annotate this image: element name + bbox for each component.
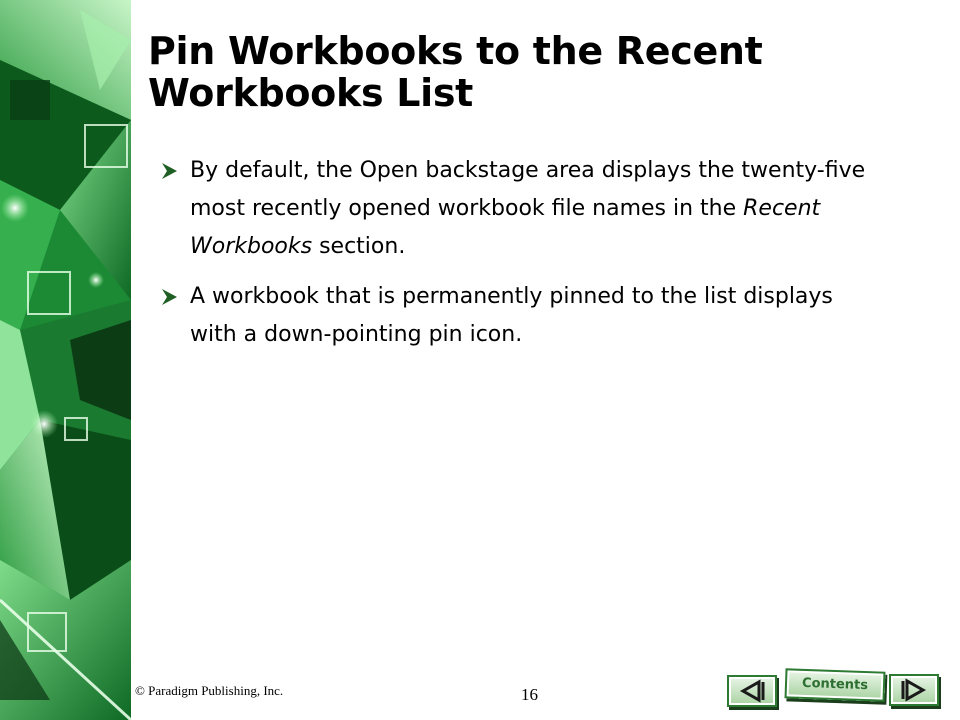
next-slide-button[interactable] <box>889 674 939 706</box>
bullet-text: A workbook that is permanently pinned to the list displays with a down-pointing pin icon. <box>190 284 833 347</box>
title-line-2: Workbooks List <box>148 71 474 115</box>
bullet-item <box>158 278 878 354</box>
arrowhead-bullet-icon <box>160 288 178 306</box>
bullet-item <box>158 152 878 266</box>
bullet-italic-text: Recent Workbooks <box>190 196 821 259</box>
bullet-list <box>158 152 878 366</box>
title-line-1: Pin Workbooks to the Recent <box>148 29 763 73</box>
page-number: 16 <box>521 685 538 704</box>
page-title <box>148 30 928 114</box>
bullet-text: By default, the Open backstage area displays the twenty-five most recently opened workbook file names in the <box>190 158 866 221</box>
arrowhead-bullet-icon <box>160 162 178 180</box>
previous-slide-button[interactable] <box>727 675 777 707</box>
decorative-green-sidebar <box>0 0 131 720</box>
copyright-text: © Paradigm Publishing, Inc. <box>135 683 284 698</box>
triangle-right-icon <box>891 676 937 704</box>
bullet-text-end: section. <box>312 234 406 259</box>
triangle-left-icon <box>729 677 775 705</box>
contents-button[interactable] <box>785 668 886 701</box>
contents-label: Contents <box>801 675 869 694</box>
green-geometric-pattern <box>0 0 131 720</box>
